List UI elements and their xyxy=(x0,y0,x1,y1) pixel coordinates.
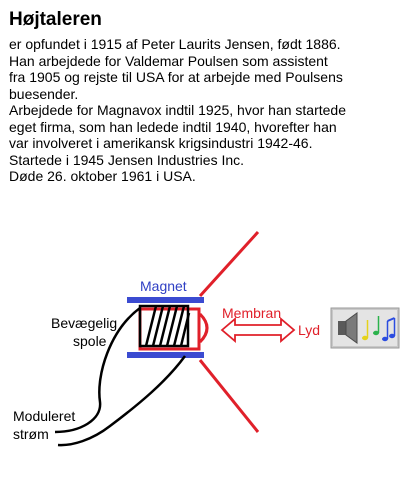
magnet-top-bar xyxy=(127,297,204,303)
current-label-line2: strøm xyxy=(13,426,49,442)
paragraph-line: Døde 26. oktober 1961 i USA. xyxy=(9,168,196,184)
magnet-bottom-bar xyxy=(127,352,204,358)
paragraph-line: Startede i 1945 Jensen Industries Inc. xyxy=(9,151,245,168)
paragraph-line: fra 1905 og rejste til USA for at arbejde med Poulsens xyxy=(9,69,343,85)
coil-windings xyxy=(140,306,189,346)
magnet-label: Magnet xyxy=(140,278,187,294)
paragraph-line: var involveret i amerikansk krigsindustri 1942-46. xyxy=(9,135,313,151)
membrane-double-arrow xyxy=(222,319,294,341)
page-title: Højtaleren xyxy=(9,9,102,30)
membrane-label: Membran xyxy=(222,305,282,321)
coil-label-line2: spole xyxy=(73,333,107,349)
paragraph-line: Han arbejdede for Valdemar Poulsen som assistent xyxy=(9,52,328,69)
paragraph-line: Arbejdede for Magnavox indtil 1925, hvor han startede xyxy=(9,102,346,118)
speaker-icon xyxy=(331,308,399,348)
paragraph-line: buesender. xyxy=(9,85,79,102)
sound-label: Lyd xyxy=(298,322,321,338)
coil-label-line1: Bevægelig xyxy=(51,315,118,331)
paragraph-line: er opfundet i 1915 af Peter Laurits Jensen, født 1886. xyxy=(9,36,341,52)
paragraph-line: eget firma, som han ledede indtil 1940, hvorefter han xyxy=(9,118,337,135)
current-label-line1: Moduleret xyxy=(13,408,76,424)
